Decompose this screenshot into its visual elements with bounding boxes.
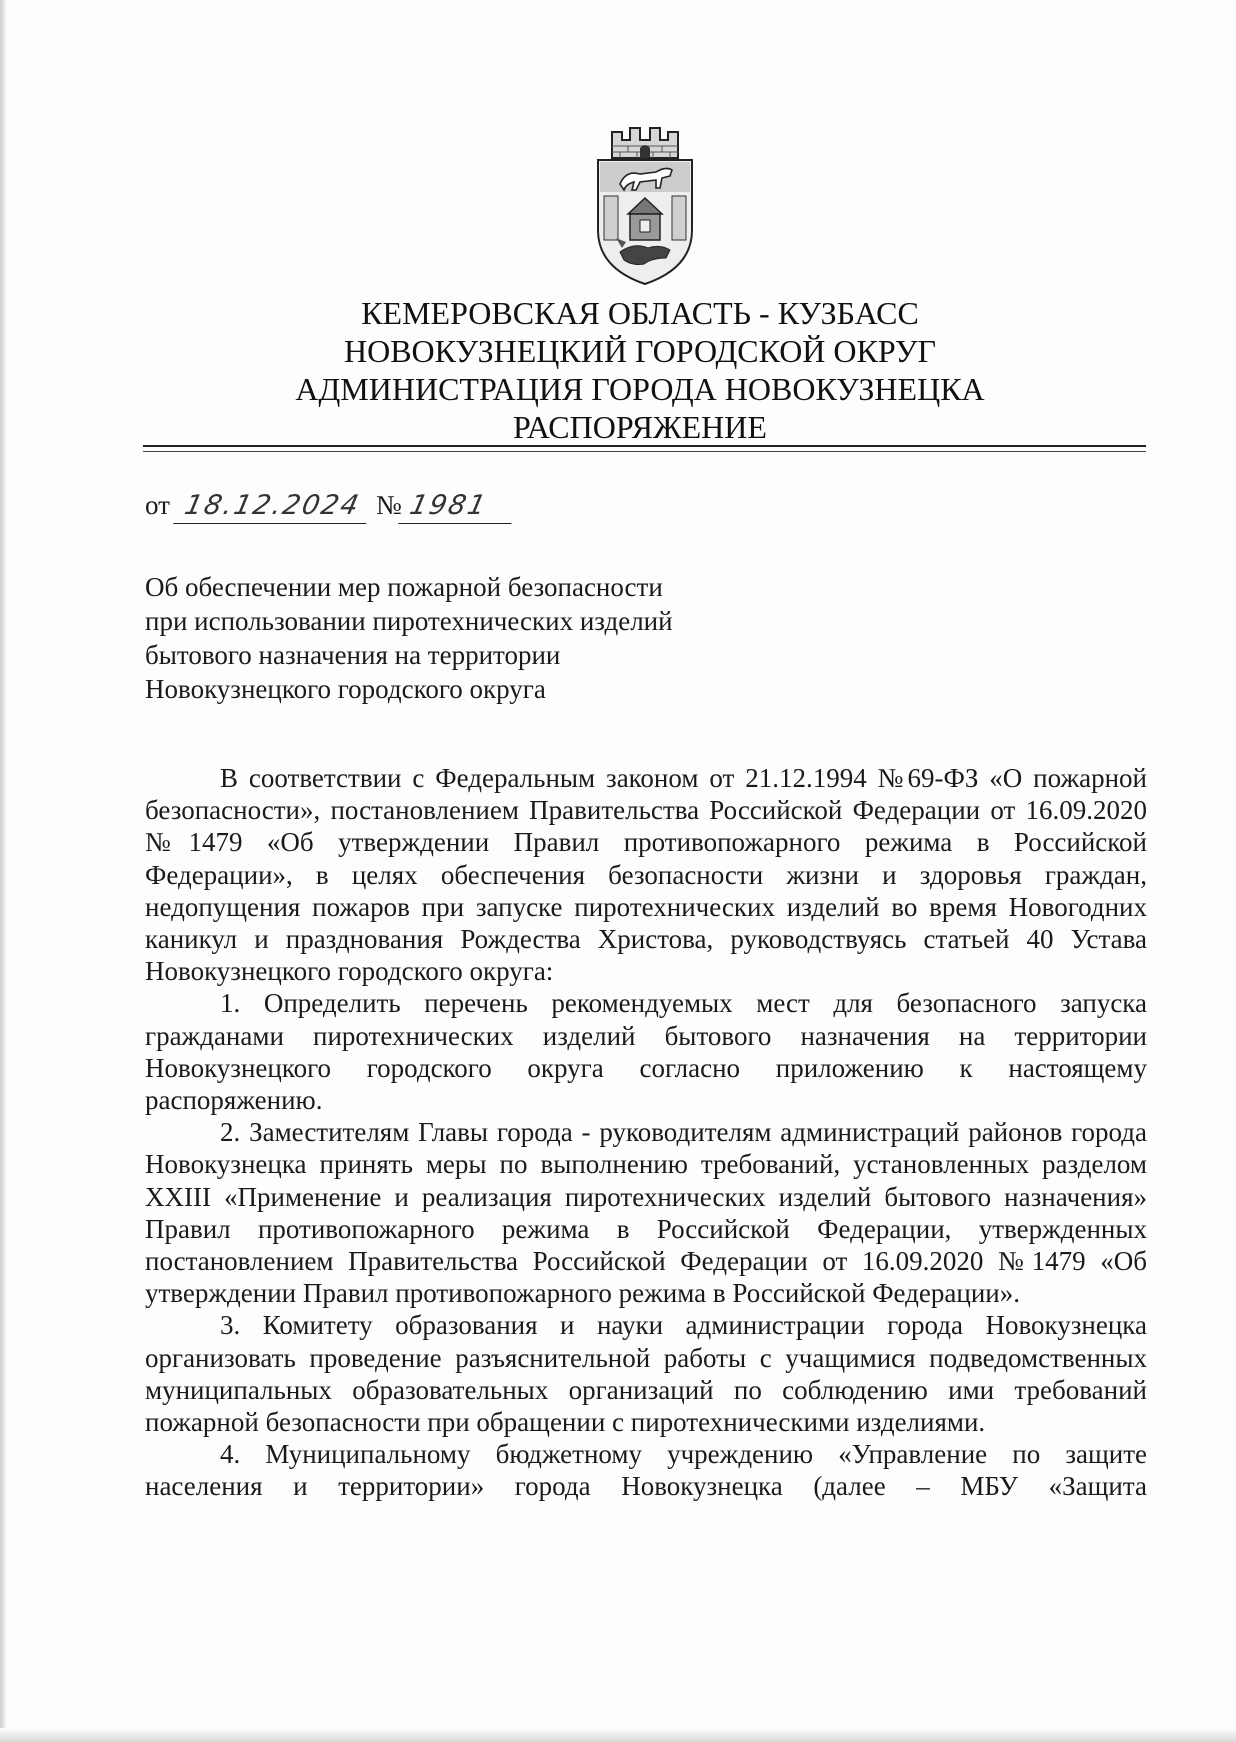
district-name: НОВОКУЗНЕЦКИЙ ГОРОДСКОЙ ОКРУГ — [343, 333, 937, 369]
handwritten-number: 1981 — [398, 489, 518, 524]
subject-line: бытового назначения на территории — [145, 640, 561, 670]
document-type: РАСПОРЯЖЕНИЕ — [513, 409, 767, 445]
item-paragraph: 4. Муниципальному бюджетному учреждению «Управление по защите населения и территории» города Новокузнецка (далее – МБУ «Защита — [145, 1439, 1147, 1502]
region-name: КЕМЕРОВСКАЯ ОБЛАСТЬ - КУЗБАСС — [361, 295, 919, 331]
date-label: от — [145, 490, 170, 520]
subject-line: Новокузнецкого городского округа — [145, 674, 546, 704]
header-rule — [143, 445, 1146, 447]
handwritten-date: 18.12.2024 — [173, 489, 373, 524]
scan-edge — [0, 0, 6, 1742]
subject-line: при использовании пиротехнических изделий — [145, 606, 673, 636]
subject-line: Об обеспечении мер пожарной безопасности — [145, 572, 663, 602]
item-paragraph: 3. Комитету образования и науки администрации города Новокузнецка организовать проведение разъяснительной работы с учащимися подведомственных муниципальных образовательных организаций по соблюдению ими требований пожарной безопасности при обращении с пиротехническими изделиями. — [145, 1310, 1147, 1438]
item-paragraph: 2. Заместителям Главы города - руководителям администраций районов города Новокузнецка принять меры по выполнению требований, установленных разделом XXIII «Применение и реализация пиротехнических изделий бытового назначения» Правил противопожарного режима в Российской Федерации, утвержденных постановлением Правительства Российской Федерации от 16.09.2020 №1479 «Об утверждении Правил противопожарного режима в Российской Федерации». — [145, 1117, 1147, 1309]
number-label: № — [376, 490, 402, 520]
header-rule — [143, 451, 1146, 452]
preamble-paragraph: В соответствии с Федеральным законом от 21.12.1994 №69-ФЗ «О пожарной безопасности», постановлением Правительства Российской Федерации от 16.09.2020 №1479 «Об утверждении Правил противопожарного режима в Российской Федерации», в целях обеспечения безопасности жизни и здоровья граждан, недопущения пожаров при запуске пиротехнических изделий во время Новогодних каникул и празднования Рождества Христова, руководствуясь статьей 40 Устава Новокузнецкого городского округа: — [145, 763, 1147, 987]
registration-line — [145, 488, 515, 524]
document-subject — [145, 570, 673, 706]
document-body — [145, 762, 1147, 1503]
document-header — [140, 294, 1140, 446]
administration-name: АДМИНИСТРАЦИЯ ГОРОДА НОВОКУЗНЕЦКА — [295, 371, 985, 407]
coat-of-arms-icon — [590, 118, 700, 290]
scan-edge — [0, 1728, 1236, 1742]
item-paragraph: 1. Определить перечень рекомендуемых мест для безопасного запуска гражданами пиротехнических изделий бытового назначения на территории Новокузнецкого городского округа согласно приложению к настоящему распоряжению. — [145, 988, 1147, 1116]
